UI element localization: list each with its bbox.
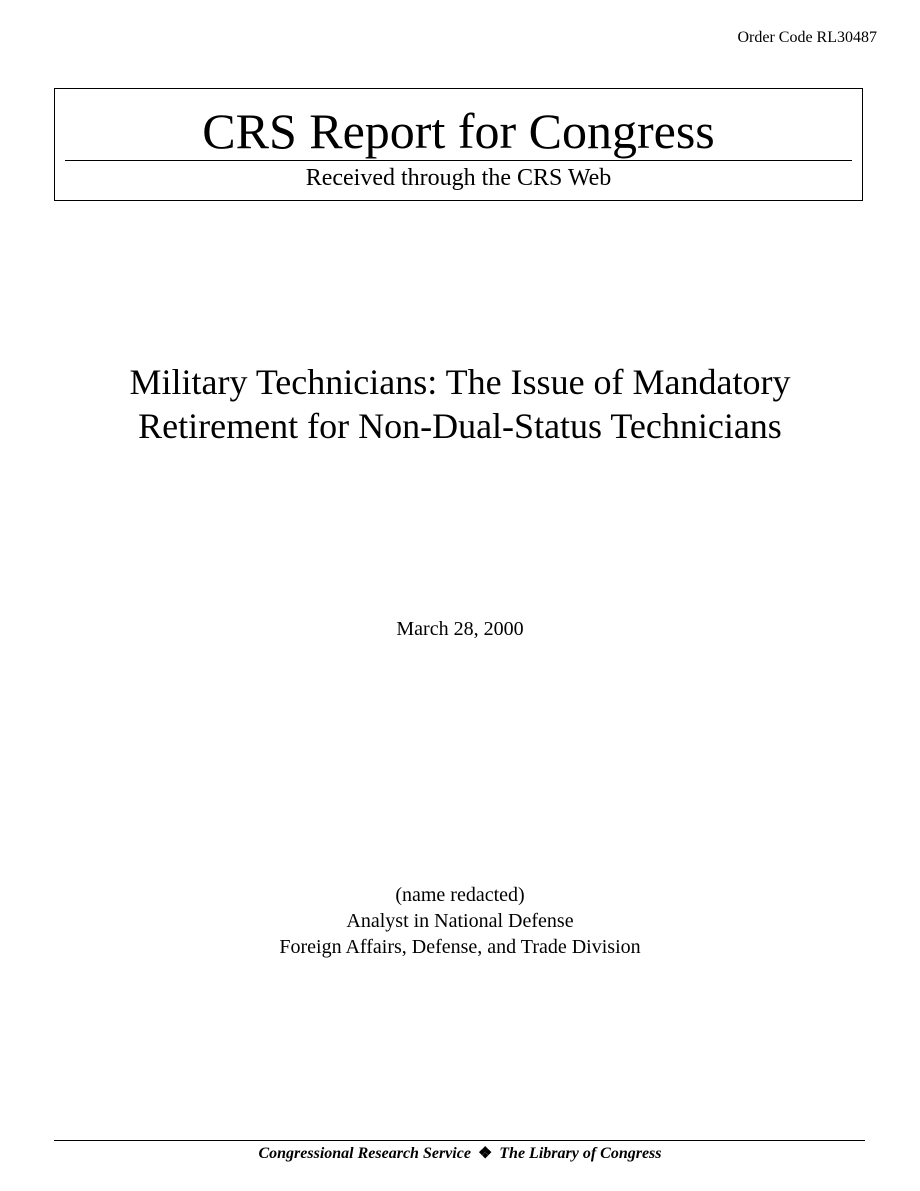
- footer-left-text: Congressional Research Service: [258, 1145, 471, 1162]
- header-divider: [65, 160, 852, 161]
- report-header-box: [54, 88, 863, 201]
- footer-divider: [54, 1140, 865, 1141]
- footer-right-text: The Library of Congress: [499, 1145, 662, 1162]
- header-title: CRS Report for Congress: [202, 103, 715, 159]
- report-date: March 28, 2000: [396, 618, 524, 640]
- header-subtitle: Received through the CRS Web: [305, 165, 612, 191]
- report-title-line-1: Military Technicians: The Issue of Mandatory: [129, 362, 791, 402]
- order-code: Order Code RL30487: [737, 29, 877, 46]
- author-name: (name redacted): [395, 884, 525, 906]
- author-division: Foreign Affairs, Defense, and Trade Division: [279, 936, 641, 958]
- author-position: Analyst in National Defense: [346, 910, 574, 932]
- report-title-line-2: Retirement for Non-Dual-Status Technicians: [138, 406, 782, 446]
- footer: [0, 1143, 920, 1165]
- diamond-separator-icon: ❖: [477, 1145, 493, 1162]
- report-title: [60, 360, 860, 448]
- author-block: [0, 882, 920, 960]
